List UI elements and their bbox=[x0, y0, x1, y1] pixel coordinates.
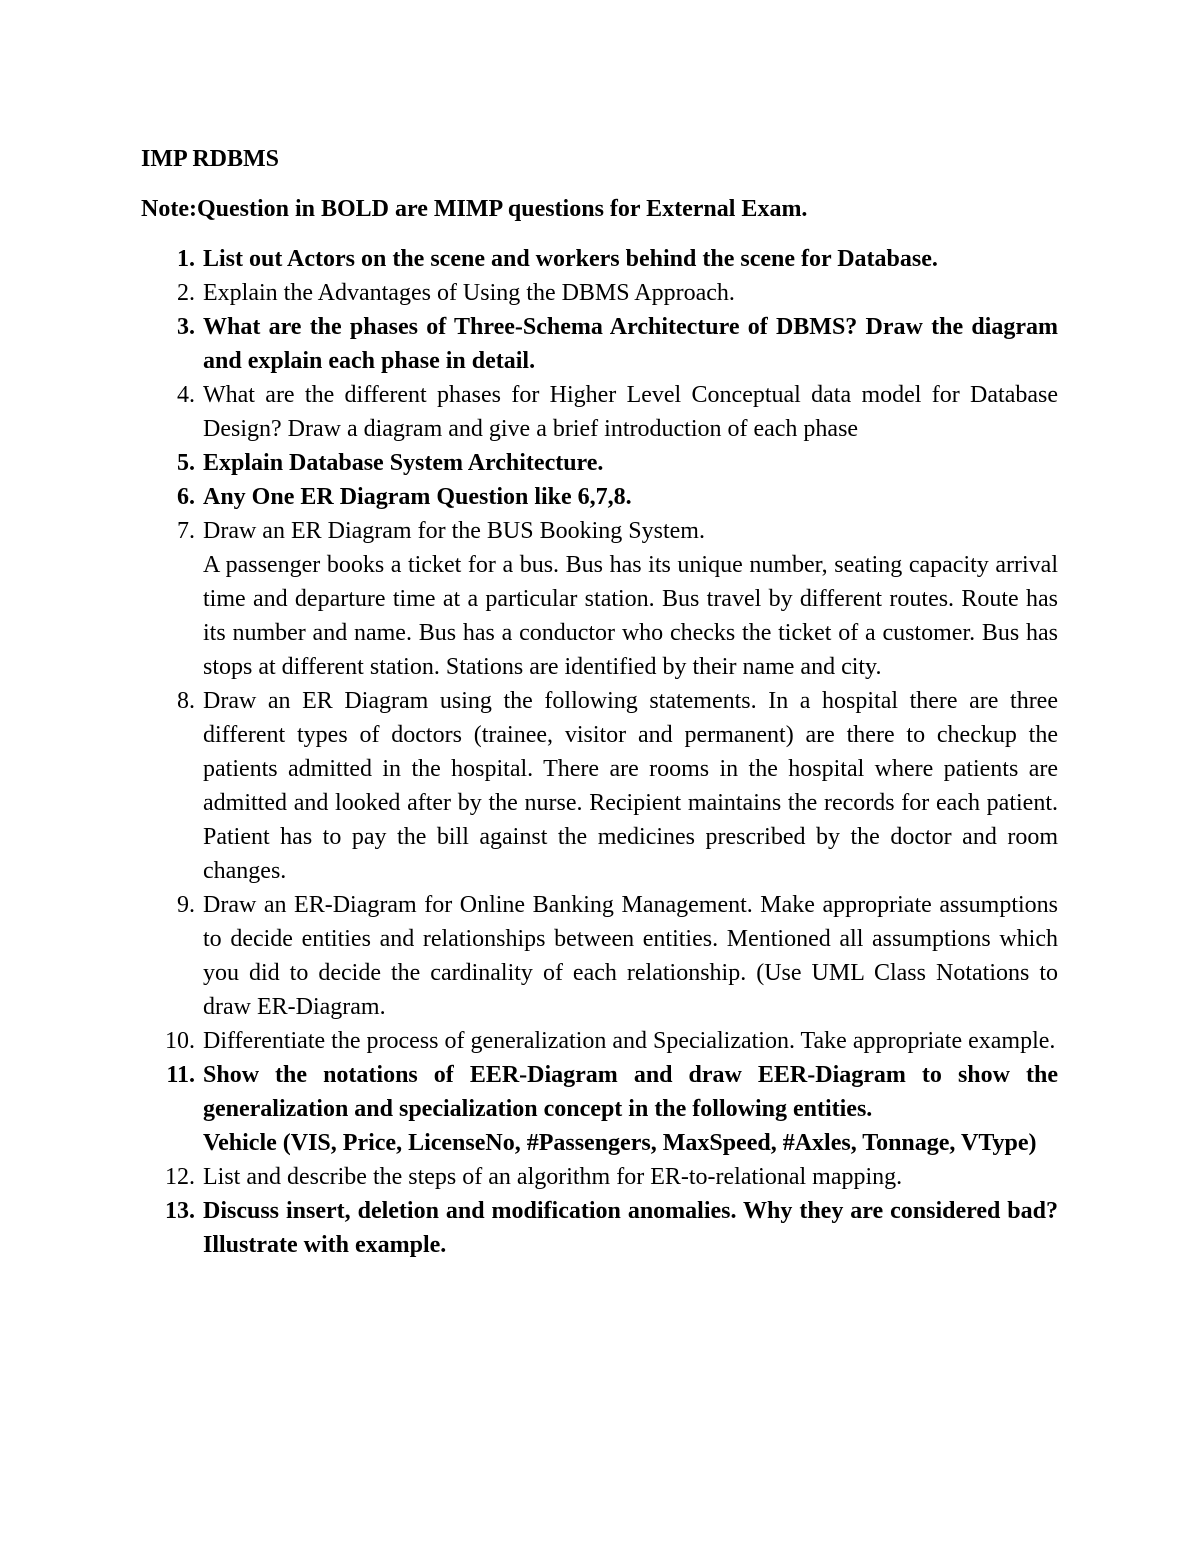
list-item bbox=[141, 480, 1058, 514]
question-text: List out Actors on the scene and workers behind the scene for Database. bbox=[203, 246, 938, 272]
question-text: Show the notations of EER-Diagram and draw EER-Diagram to show the generalization and specialization concept in the following entities. bbox=[203, 1062, 1058, 1122]
question-number: 12. bbox=[165, 1164, 195, 1190]
question-detail: A passenger books a ticket for a bus. Bus has its unique number, seating capacity arrival time and departure time at a particular station. Bus travel by different routes. Route has its number and name. Bus has a conductor who checks the ticket of a customer. Bus has stops at different station. Stations are identified by their name and city. bbox=[203, 552, 1058, 680]
question-text: Explain Database System Architecture. bbox=[203, 450, 604, 476]
question-text: Any One ER Diagram Question like 6,7,8. bbox=[203, 484, 632, 510]
question-list bbox=[141, 242, 1058, 1262]
list-item bbox=[141, 276, 1058, 310]
exam-note: Note:Question in BOLD are MIMP questions for External Exam. bbox=[141, 196, 808, 222]
question-text: Draw an ER Diagram using the following statements. In a hospital there are three different types of doctors (trainee, visitor and permanent) are there to checkup the patients admitted in the hospital. There are rooms in the hospital where patients are admitted and looked after by the nurse. Recipient maintains the records for each patient. Patient has to pay the bill against the medicines prescribed by the doctor and room changes. bbox=[203, 688, 1058, 884]
list-item bbox=[141, 1194, 1058, 1262]
list-item bbox=[141, 1024, 1058, 1058]
question-number: 8. bbox=[177, 688, 195, 714]
document-title: IMP RDBMS bbox=[141, 146, 279, 172]
list-item bbox=[141, 514, 1058, 684]
list-item bbox=[141, 310, 1058, 378]
question-number: 10. bbox=[165, 1028, 195, 1054]
question-text: What are the phases of Three-Schema Architecture of DBMS? Draw the diagram and explain each phase in detail. bbox=[203, 314, 1058, 374]
question-number: 13. bbox=[165, 1198, 195, 1224]
question-number: 5. bbox=[177, 450, 195, 476]
list-item bbox=[141, 242, 1058, 276]
question-number: 1. bbox=[177, 246, 195, 272]
question-text: Differentiate the process of generalization and Specialization. Take appropriate example. bbox=[203, 1028, 1056, 1054]
question-number: 4. bbox=[177, 382, 195, 408]
question-text: Explain the Advantages of Using the DBMS Approach. bbox=[203, 280, 735, 306]
question-number: 7. bbox=[177, 518, 195, 544]
question-number: 3. bbox=[177, 314, 195, 340]
question-text: Draw an ER-Diagram for Online Banking Management. Make appropriate assumptions to decide entities and relationships between entities. Mentioned all assumptions which you did to decide the cardinality of each relationship. (Use UML Class Notations to draw ER-Diagram. bbox=[203, 892, 1058, 1020]
list-item bbox=[141, 1058, 1058, 1160]
list-item bbox=[141, 446, 1058, 480]
question-number: 2. bbox=[177, 280, 195, 306]
question-text: Draw an ER Diagram for the BUS Booking System. bbox=[203, 518, 705, 544]
question-detail: Vehicle (VIS, Price, LicenseNo, #Passengers, MaxSpeed, #Axles, Tonnage, VType) bbox=[203, 1130, 1037, 1156]
question-number: 6. bbox=[177, 484, 195, 510]
list-item bbox=[141, 1160, 1058, 1194]
question-text: List and describe the steps of an algorithm for ER-to-relational mapping. bbox=[203, 1164, 903, 1190]
list-item bbox=[141, 378, 1058, 446]
question-number: 9. bbox=[177, 892, 195, 918]
question-text: What are the different phases for Higher Level Conceptual data model for Database Design? Draw a diagram and give a brief introduction of each phase bbox=[203, 382, 1058, 442]
question-text: Discuss insert, deletion and modification anomalies. Why they are considered bad? Illustrate with example. bbox=[203, 1198, 1058, 1258]
question-number: 11. bbox=[166, 1062, 195, 1088]
list-item bbox=[141, 684, 1058, 888]
list-item bbox=[141, 888, 1058, 1024]
